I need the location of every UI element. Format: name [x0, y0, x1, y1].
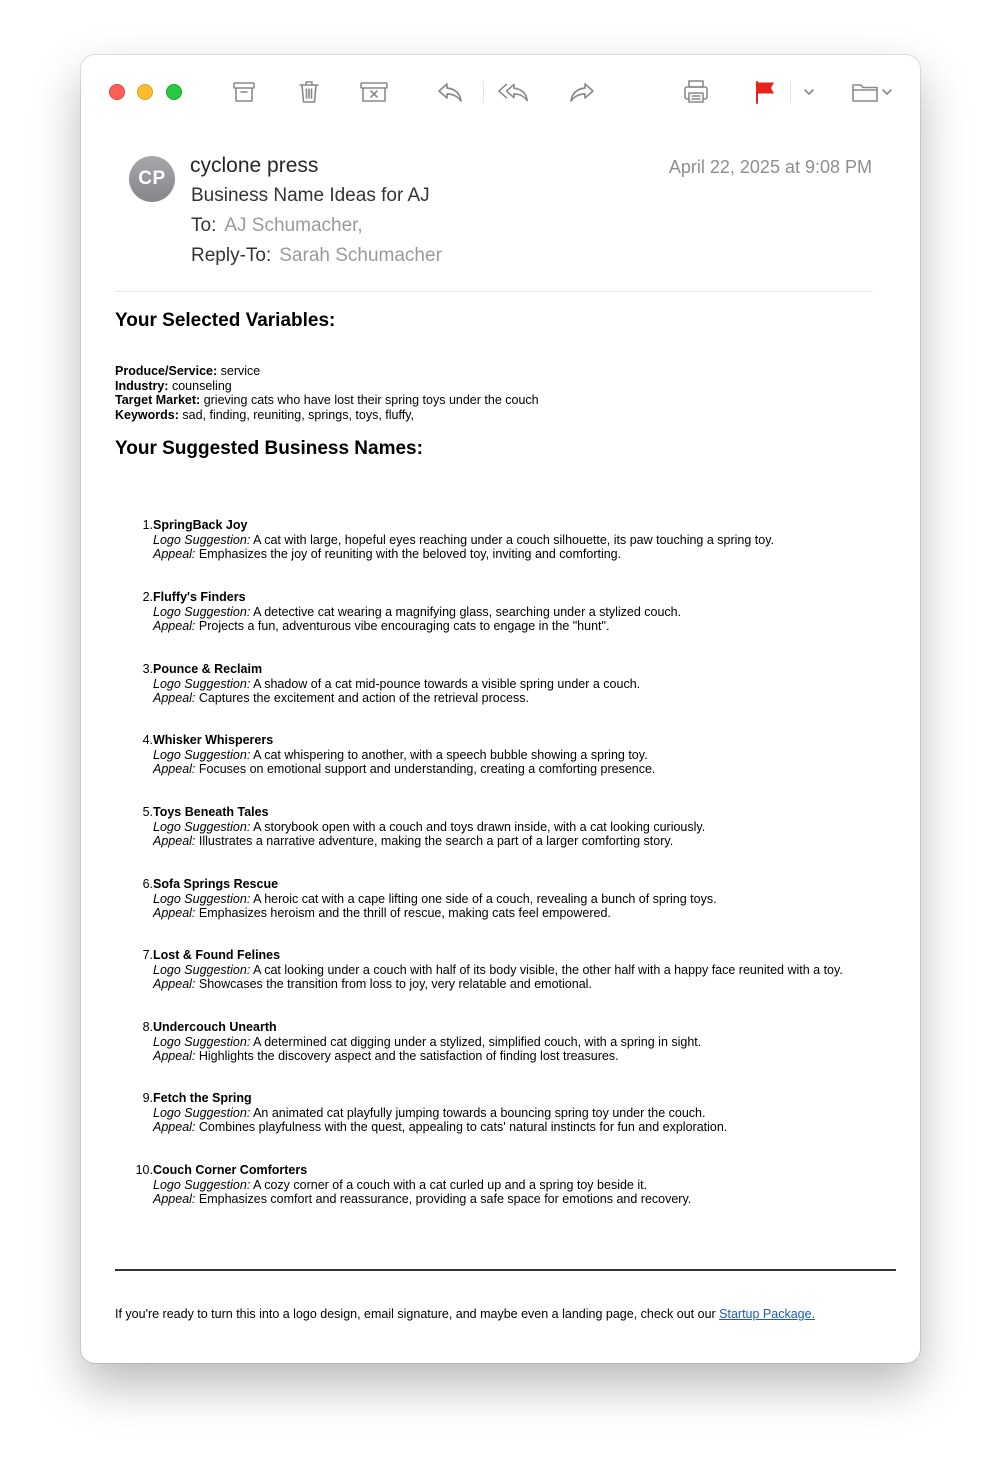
reply-to-label: Reply-To: — [191, 245, 272, 266]
variable-row: Industry: counseling — [115, 378, 232, 393]
forward-button[interactable] — [565, 75, 599, 109]
junk-button[interactable] — [357, 75, 391, 109]
footer-divider — [115, 1269, 896, 1271]
chevron-down-icon — [802, 85, 816, 99]
selected-variables-heading: Your Selected Variables: — [115, 310, 336, 331]
suggested-names-heading: Your Suggested Business Names: — [115, 438, 423, 459]
minimize-window-button[interactable] — [137, 84, 153, 100]
reply-all-icon — [497, 79, 531, 105]
archive-icon — [231, 79, 257, 105]
forward-icon — [568, 79, 596, 105]
to-label: To: — [191, 215, 217, 236]
reply-icon — [436, 79, 464, 105]
avatar: CP — [129, 156, 175, 202]
delete-button[interactable] — [292, 75, 326, 109]
mail-window: CP cyclone press Business Name Ideas for AJ To: AJ Schumacher, Reply-To: Sarah Schumacher April 22, 2025 at 9:08 PM Your Selected Variables: Produce/Service: service Industry: counseling Target Market: grieving cats who have lost their spring toys under the couch Keywords: sad, finding, reuniting, springs, toys, fluffy, Your Suggested Business Names: 1. SpringBack Joy Logo Suggestion: A cat with large, hopeful eyes reaching under a couch silhouette, its paw touching a spring toy. Appeal: Emphasizes the joy of reuniting with the beloved toy, inviting and comforting. 2. Fluffy's Finders Logo Suggestion: A detective cat wearing a magnifying glass, searching under a stylized couch. Appeal: Projects a fun, adventurous vibe encouraging cats to engage in the "hunt". 3. Pounce & Reclaim Logo Suggestion: A shadow of a cat mid-pounce towards a visible spring under a couch. Appeal: Captures the excitement and action of the retrieval process. 4. Whisker Whisperers Logo Suggestion: A cat whispering to another, with a speech bubble showing a spring toy. Appeal: Focuses on emotional support and understanding, creating a comforting presence. 5. Toys Beneath Tales Logo Suggestion: A storybook open with a couch and toys drawn inside, with a cat looking curiously. Appeal: Illustrates a narrative adventure, making the search a part of a larger comforting story. 6. Sofa Springs Rescue Logo Suggestion: A heroic cat with a cape lifting one side of a couch, revealing a bunch of spring toys. Appeal: Emphasizes heroism and the thrill of rescue, making cats feel empowered. 7. Lost & Found Felines Logo Suggestion: A cat looking under a couch with half of its body visible, the other half with a happy face reunited with a toy. Appeal: Showcases the transition from loss to joy, very relatable and emotional. 8. Undercouch Unearth Logo Suggestion: A determined cat digging under a stylized, simplified couch, with a spring in sight. Appeal: Highlights the discovery aspect and the satisfaction of finding lost treasures. 9. Fetch the Spring Logo Suggestion: An animated cat playfully jumping towards a bouncing spring toy under the couch. Appeal: Combines playfulness with the quest, appealing to cats' natural instincts for fun and exploration. 10. Couch Corner Comforters Logo Suggestion: A cozy corner of a couch with a cat curled up and a spring toy beside it. Appeal: Emphasizes comfort and reassurance, providing a safe space for emotions and recovery. If you're ready to turn this into a logo design, email signature, and maybe even a landing page, check out our Startup Package. — [81, 55, 920, 1363]
print-icon — [682, 78, 710, 106]
toolbar — [81, 55, 920, 135]
reply-all-button[interactable] — [497, 75, 531, 109]
date-received: April 22, 2025 at 9:08 PM — [668, 157, 872, 177]
chevron-down-icon — [880, 85, 894, 99]
flag-icon — [752, 79, 778, 105]
sender-name[interactable]: cyclone press — [190, 154, 319, 177]
variable-row: Target Market: grieving cats who have lost their spring toys under the couch — [115, 393, 539, 407]
subject: Business Name Ideas for AJ — [191, 185, 430, 206]
close-window-button[interactable] — [109, 84, 125, 100]
zoom-window-button[interactable] — [166, 84, 182, 100]
junk-icon — [359, 79, 389, 105]
print-button[interactable] — [679, 75, 713, 109]
archive-button[interactable] — [227, 75, 261, 109]
to-recipient[interactable]: AJ Schumacher, — [224, 215, 363, 236]
header-divider — [115, 291, 873, 292]
move-to-folder-button[interactable] — [844, 75, 900, 109]
reply-to-row — [191, 245, 442, 267]
footer-text: If you're ready to turn this into a logo design, email signature, and maybe even a landing page, check out our Startup Package. — [115, 1307, 816, 1321]
reply-to-recipient[interactable]: Sarah Schumacher — [279, 245, 442, 266]
flag-menu-button[interactable] — [792, 75, 826, 109]
toolbar-divider — [790, 81, 791, 103]
trash-icon — [296, 79, 322, 105]
flag-button[interactable] — [748, 75, 782, 109]
to-row — [191, 215, 363, 237]
toolbar-divider — [483, 81, 484, 103]
folder-icon — [850, 79, 880, 105]
variable-row: Produce/Service: service — [115, 364, 261, 378]
variable-row: Keywords: sad, finding, reuniting, springs, toys, fluffy, — [115, 407, 414, 422]
variables-list — [115, 364, 539, 422]
startup-package-link[interactable]: Startup Package. — [719, 1307, 816, 1321]
reply-button[interactable] — [433, 75, 467, 109]
